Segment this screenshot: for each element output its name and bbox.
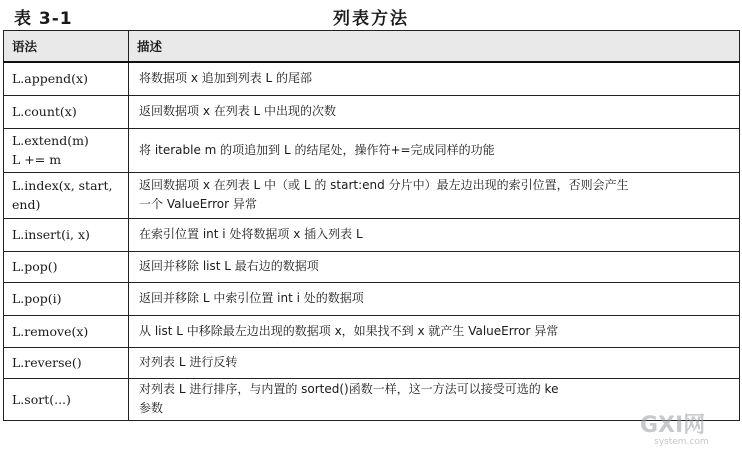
method-syntax-line: L.reverse() <box>12 355 82 370</box>
method-description-line: 返回并移除 list L 最右边的数据项 <box>139 259 319 273</box>
method-syntax-line: L.remove(x) <box>12 323 89 339</box>
method-description-line: 返回数据项 x 在列表 L 中（或 L 的 start:end 分片中）最左边出现的索引位置，否则会产生 <box>139 178 629 192</box>
method-description-line: 将数据项 x 追加到列表 L 的尾部 <box>139 71 313 86</box>
method-syntax-line: L.extend(m) <box>12 133 89 148</box>
method-description-cell <box>129 172 740 218</box>
method-syntax-line: L.pop() <box>12 259 58 274</box>
table-row <box>4 62 740 95</box>
method-syntax-cell <box>4 172 129 218</box>
header-description: 描述 <box>129 31 740 63</box>
method-syntax-cell <box>4 282 129 315</box>
table-row <box>4 378 740 420</box>
method-description-line: 在索引位置 int i 处将数据项 x 插入列表 L <box>139 227 363 241</box>
method-syntax-cell <box>4 251 129 282</box>
watermark-logo <box>638 408 738 448</box>
method-description-cell <box>129 315 740 347</box>
method-syntax-cell <box>4 315 129 347</box>
method-description-cell <box>129 251 740 282</box>
method-description-cell <box>129 218 740 251</box>
table-body <box>4 62 740 420</box>
method-description-line: 将 iterable m 的项追加到 L 的结尾处，操作符+=完成同样的功能 <box>139 142 495 157</box>
method-description-line: 对列表 L 进行排序，与内置的 sorted()函数一样，这一方法可以接受可选的 ke <box>139 382 559 396</box>
method-syntax-line: end) <box>12 197 41 212</box>
table-row <box>4 218 740 251</box>
table-row <box>4 251 740 282</box>
method-syntax-line: L.index(x, start, <box>12 178 113 193</box>
table-row <box>4 347 740 378</box>
method-syntax-line: L.count(x) <box>12 104 77 119</box>
method-description-cell <box>129 347 740 378</box>
method-description-cell <box>129 95 740 128</box>
method-description-line: 对列表 L 进行反转 <box>139 355 238 369</box>
method-description-cell <box>129 282 740 315</box>
method-description-line: 从 list L 中移除最左边出现的数据项 x，如果找不到 x 就产生 ValueError 异常 <box>139 323 559 338</box>
method-description-cell <box>129 62 740 95</box>
method-description-line: 一个 ValueError 异常 <box>139 197 257 211</box>
table-header-row <box>4 31 740 63</box>
method-syntax-line: L.append(x) <box>12 71 88 87</box>
method-syntax-cell <box>4 218 129 251</box>
table-row <box>4 282 740 315</box>
table-number: 表 3-1 <box>14 9 73 29</box>
table-title: 列表方法 <box>333 9 409 29</box>
method-syntax-line: L.pop(i) <box>12 291 62 306</box>
method-syntax-cell <box>4 347 129 378</box>
watermark-site-text: system.com <box>654 437 709 447</box>
method-description-line: 参数 <box>139 401 164 415</box>
method-syntax-line: L.sort(...) <box>12 391 71 407</box>
watermark-logo-text: GXI网 <box>640 413 706 438</box>
method-syntax-cell <box>4 95 129 128</box>
method-syntax-cell <box>4 62 129 95</box>
method-description-cell <box>129 128 740 172</box>
header-syntax: 语法 <box>4 31 129 63</box>
list-methods-table <box>3 30 740 421</box>
table-row <box>4 315 740 347</box>
table-row <box>4 95 740 128</box>
method-syntax-line: L.insert(i, x) <box>12 227 90 242</box>
method-syntax-line: L += m <box>12 152 62 167</box>
table-row <box>4 128 740 172</box>
method-syntax-cell <box>4 128 129 172</box>
method-syntax-cell <box>4 378 129 420</box>
method-description-line: 返回并移除 L 中索引位置 int i 处的数据项 <box>139 291 364 305</box>
table-row <box>4 172 740 218</box>
method-description-line: 返回数据项 x 在列表 L 中出现的次数 <box>139 104 337 118</box>
table-caption <box>0 2 742 28</box>
